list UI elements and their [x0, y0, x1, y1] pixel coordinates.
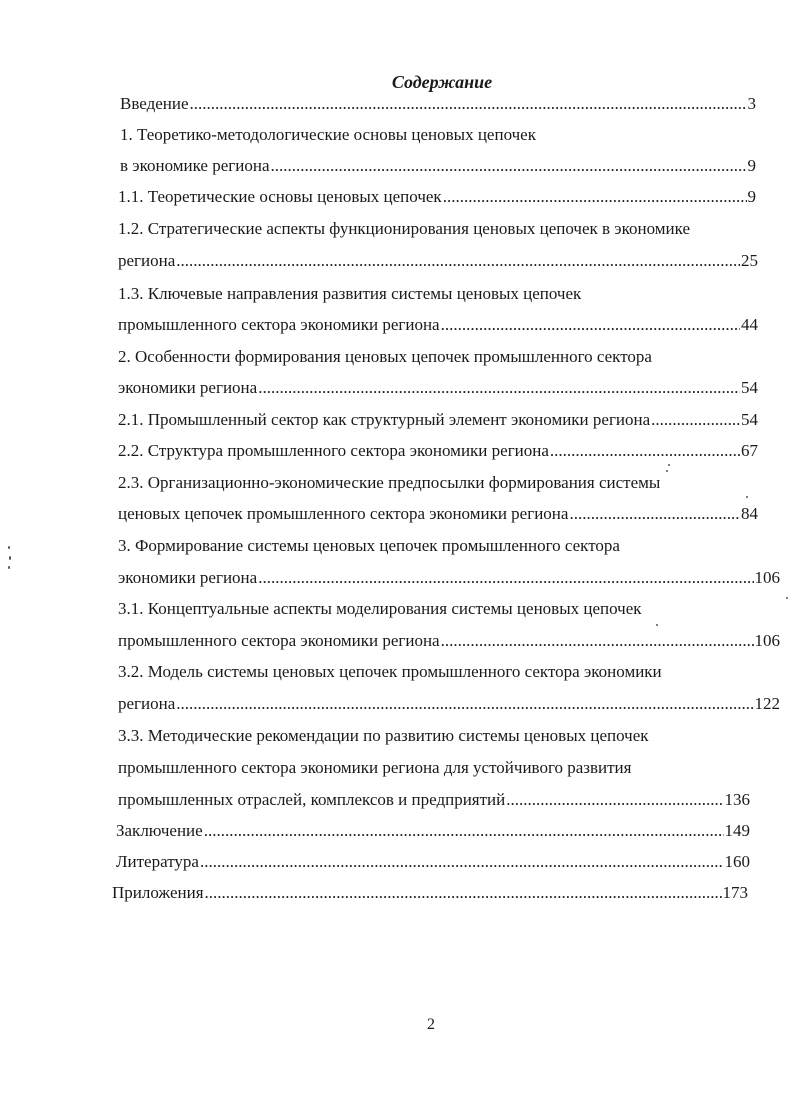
leader-dots — [651, 409, 740, 431]
leader-dots — [200, 851, 724, 873]
toc-entry — [118, 472, 758, 494]
toc-entry-page: 84 — [741, 504, 758, 523]
toc-entry-page: 149 — [724, 821, 750, 840]
toc-entry-text: 1.3. Ключевые направления развития системы ценовых цепочек — [118, 284, 582, 303]
toc-entry-page: 25 — [741, 251, 758, 270]
toc-entry — [118, 725, 758, 747]
toc-entry-page: 106 — [754, 631, 780, 650]
toc-entry — [118, 598, 758, 620]
toc-entry-text: 1.2. Стратегические аспекты функционирования ценовых цепочек в экономике — [118, 219, 691, 238]
toc-entry — [118, 757, 758, 779]
toc-entry-text: Литература — [116, 852, 199, 871]
toc-entry-page: 106 — [754, 568, 780, 587]
toc-entry-text: Приложения — [112, 883, 204, 902]
leader-dots — [258, 377, 740, 399]
toc-entry-text: региона — [118, 251, 176, 270]
toc-entry-text: 1. Теоретико-методологические основы ценовых цепочек — [120, 125, 536, 144]
toc-entry — [118, 567, 780, 589]
leader-dots — [258, 567, 753, 589]
toc-entry — [118, 630, 780, 652]
toc-entry-text: промышленных отраслей, комплексов и предприятий — [118, 790, 506, 809]
toc-entry-text: региона — [118, 694, 176, 713]
toc-entry-text: в экономике региона — [120, 156, 270, 175]
page-title: Содержание — [391, 72, 493, 92]
toc-entry-text: экономики региона — [118, 568, 258, 587]
scan-speck — [666, 470, 668, 472]
toc-entry — [120, 155, 756, 177]
scan-speck — [8, 546, 10, 549]
toc-entry — [118, 283, 758, 305]
toc-entry-text: 3. Формирование системы ценовых цепочек промышленного сектора — [118, 536, 620, 555]
toc-entry-page: 3 — [747, 94, 756, 113]
scan-speck — [9, 556, 11, 560]
scan-speck — [746, 496, 748, 498]
toc-entry — [118, 409, 758, 431]
toc-entry-text: 2. Особенности формирования ценовых цепочек промышленного сектора — [118, 347, 652, 366]
toc-entry-text: 2.2. Структура промышленного сектора экономики региона — [118, 441, 549, 460]
toc-entry — [118, 789, 750, 811]
scan-speck — [668, 464, 670, 466]
leader-dots — [443, 186, 747, 208]
toc-entry-page: 160 — [724, 852, 750, 871]
toc-entry-text: Введение — [120, 94, 189, 113]
toc-entry-page: 136 — [724, 790, 750, 809]
toc-entry — [118, 218, 768, 240]
leader-dots — [205, 882, 722, 904]
toc-entry — [118, 186, 756, 208]
toc-entry — [118, 661, 758, 683]
leader-dots — [441, 314, 740, 336]
toc-entry — [118, 314, 758, 336]
leader-dots — [176, 693, 753, 715]
toc-entry-page: 122 — [754, 694, 780, 713]
toc-entry-text: промышленного сектора экономики региона для устойчивого развития — [118, 758, 632, 777]
toc-entry — [112, 882, 748, 904]
toc-entry-text: 1.1. Теоретические основы ценовых цепочек — [118, 187, 442, 206]
toc-entry — [118, 440, 758, 462]
toc-entry-page: 173 — [722, 883, 748, 902]
toc-entry-page: 54 — [741, 410, 758, 429]
leader-dots — [271, 155, 747, 177]
toc-entry-text: экономики региона — [118, 378, 258, 397]
toc-entry-text: 3.1. Концептуальные аспекты моделирования системы ценовых цепочек — [118, 599, 642, 618]
toc-entry-text: 2.3. Организационно-экономические предпосылки формирования системы — [118, 473, 661, 492]
toc-entry — [120, 124, 760, 146]
toc-entry — [118, 346, 758, 368]
toc-entry-page: 54 — [741, 378, 758, 397]
toc-entry — [120, 93, 756, 115]
toc-entry-text: промышленного сектора экономики региона — [118, 631, 440, 650]
toc-entry — [116, 851, 750, 873]
toc-entry-text: Заключение — [116, 821, 203, 840]
scan-speck — [656, 624, 658, 626]
toc-entry-text: ценовых цепочек промышленного сектора экономики региона — [118, 504, 569, 523]
toc-entry — [118, 250, 758, 272]
toc-entry — [118, 693, 780, 715]
leader-dots — [190, 93, 747, 115]
page-number: 2 — [427, 1016, 435, 1033]
leader-dots — [176, 250, 740, 272]
toc-entry-text: 2.1. Промышленный сектор как структурный элемент экономики региона — [118, 410, 651, 429]
toc-entry-text: 3.3. Методические рекомендации по развитию системы ценовых цепочек — [118, 726, 649, 745]
scan-speck — [8, 566, 10, 569]
toc-entry-page: 9 — [747, 156, 756, 175]
leader-dots — [569, 503, 740, 525]
toc-entry-page: 44 — [741, 315, 758, 334]
toc-entry — [116, 820, 750, 842]
toc-entry-text: 3.2. Модель системы ценовых цепочек промышленного сектора экономики — [118, 662, 662, 681]
leader-dots — [204, 820, 724, 842]
leader-dots — [441, 630, 754, 652]
toc-entry-page: 67 — [741, 441, 758, 460]
toc-entry — [118, 503, 758, 525]
toc-entry-text: промышленного сектора экономики региона — [118, 315, 440, 334]
toc-entry — [118, 377, 758, 399]
toc-entry-page: 9 — [747, 187, 756, 206]
leader-dots — [506, 789, 723, 811]
leader-dots — [550, 440, 740, 462]
toc-entry — [118, 535, 758, 557]
scan-speck — [786, 597, 788, 599]
